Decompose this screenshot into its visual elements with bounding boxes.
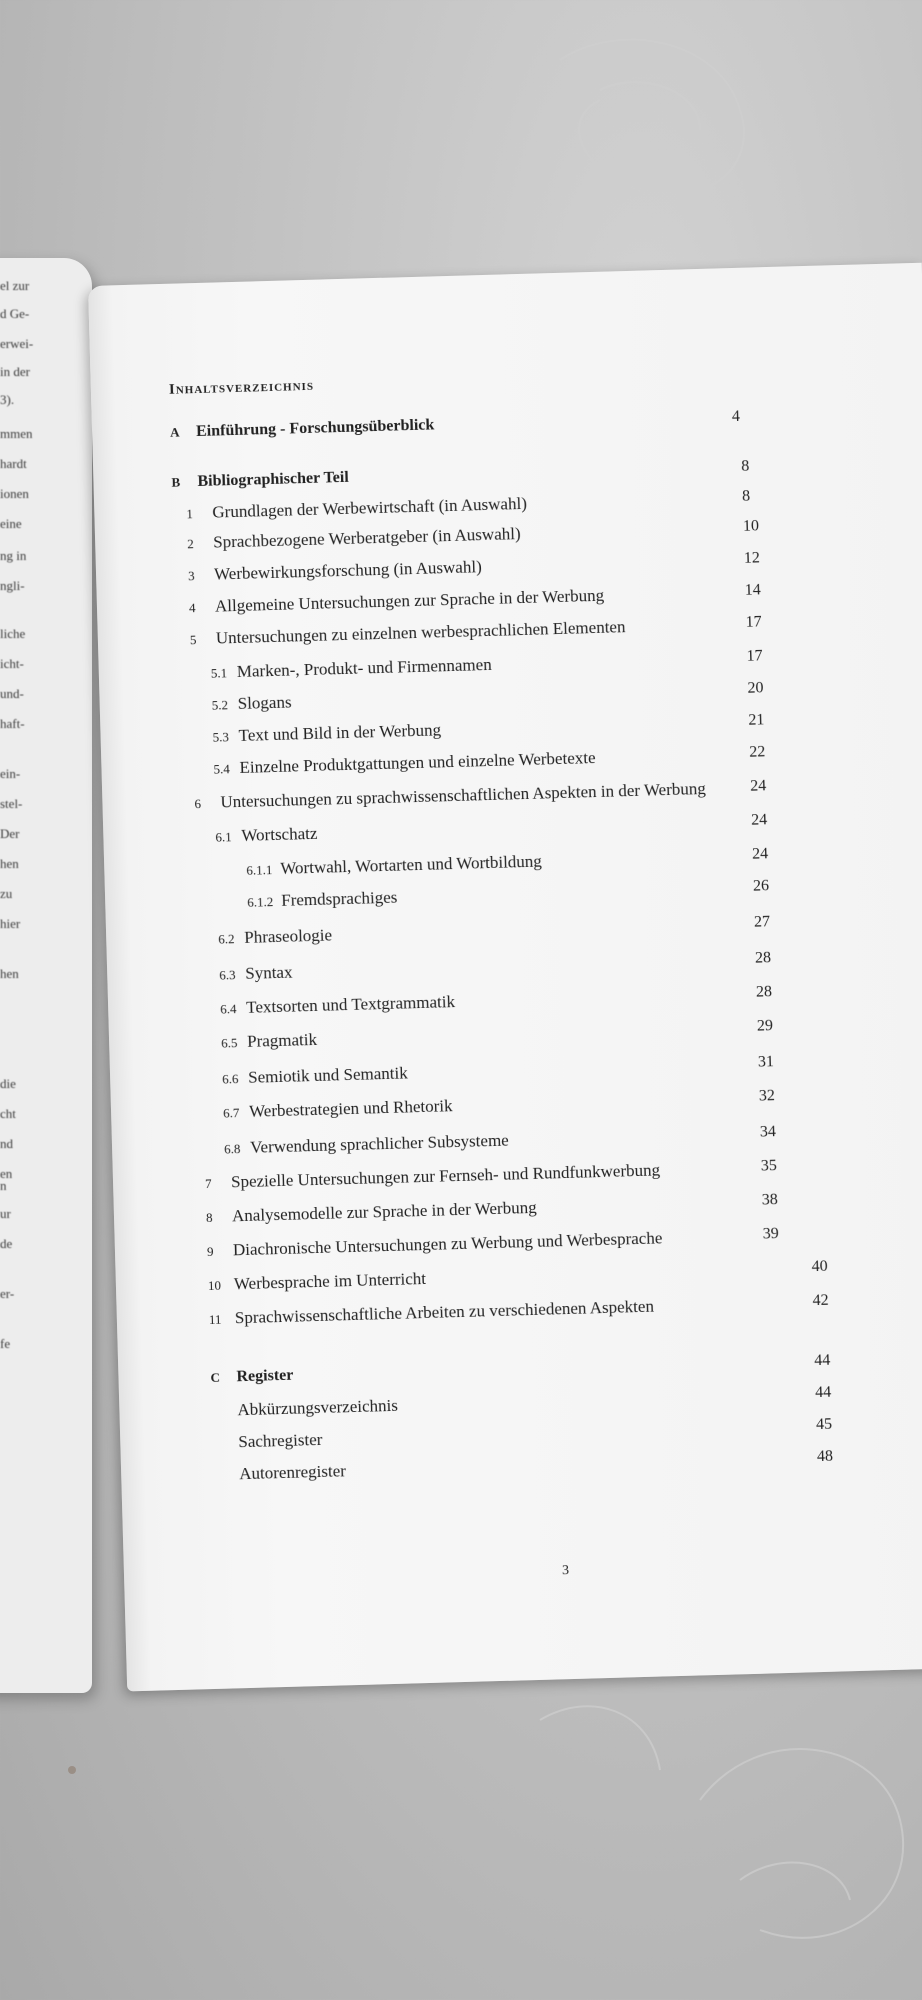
- toc-entry-page: 24: [749, 777, 767, 795]
- toc-entry-title: Allgemeine Untersuchungen zur Sprache in der Werbung: [214, 585, 605, 616]
- left-page-text-fragment: ur: [0, 1206, 11, 1221]
- toc-entry-number: 2: [187, 536, 194, 552]
- toc-entry-number: A: [169, 424, 180, 440]
- toc-entry-page: 26: [752, 877, 770, 895]
- toc-entry-title: Untersuchungen zu einzelnen werbesprachlichen Elementen: [215, 617, 626, 648]
- toc-entry-title: Slogans: [237, 692, 292, 713]
- toc-entry-number: 5.4: [213, 761, 230, 777]
- left-page-text-fragment: erwei-: [0, 336, 34, 351]
- toc-entry: [205, 1160, 661, 1193]
- toc-entry-page: 28: [754, 949, 772, 967]
- toc-entry-title: Wortwahl, Wortarten und Wortbildung: [280, 851, 543, 878]
- toc-entry: [219, 963, 293, 985]
- toc-entry-number: [212, 1415, 230, 1416]
- toc-entry-number: 6.1.2: [247, 894, 274, 910]
- left-page-text-fragment: ng in: [0, 548, 27, 563]
- toc-entry: [213, 748, 596, 779]
- left-page-text-fragment: ein-: [0, 766, 21, 781]
- toc-entry-page: 14: [744, 581, 761, 599]
- toc-entry-page: 21: [748, 711, 765, 729]
- left-page-text-fragment: eine: [0, 516, 22, 531]
- left-page-text-fragment: de: [0, 1236, 13, 1251]
- toc-entry-number: 5.3: [212, 729, 230, 745]
- toc-entry: [218, 925, 332, 948]
- toc-entry-page: 44: [814, 1383, 832, 1402]
- toc-entry-title: Werbewirkungsforschung (in Auswahl): [213, 557, 483, 584]
- left-page-text-fragment: mmen: [0, 426, 33, 441]
- toc-entry: [210, 1367, 293, 1387]
- left-page-text-fragment: cht: [0, 1106, 16, 1121]
- left-page-text-fragment: 3).: [0, 392, 15, 407]
- toc-entry-title: Untersuchungen zu sprachwissenschaftlichen Aspekten in der Werbung: [220, 778, 707, 812]
- toc-entry-page: 44: [814, 1351, 831, 1370]
- toc-entry: [211, 692, 291, 714]
- left-page-text-fragment: zu: [0, 886, 13, 901]
- toc-entry-title: Register: [236, 1366, 294, 1386]
- toc-entry: [212, 1430, 323, 1453]
- toc-entry-page: 29: [756, 1017, 774, 1035]
- toc-entry-number: B: [171, 474, 181, 490]
- left-page-text-fragment: die: [0, 1076, 16, 1091]
- left-page-text-fragment: hier: [0, 916, 21, 931]
- left-page-text-fragment: Der: [0, 826, 20, 841]
- toc-entry-page: 35: [760, 1157, 778, 1175]
- left-page-text-fragment: ngli-: [0, 578, 25, 593]
- left-page-text-fragment: und-: [0, 686, 24, 701]
- toc-entry-number: 6.2: [218, 931, 235, 947]
- left-page-text-fragment: ionen: [0, 486, 29, 501]
- toc-entry: [211, 655, 492, 683]
- toc-entry-number: 4: [188, 600, 196, 616]
- toc-entry-title: Syntax: [244, 962, 293, 983]
- toc-entry: [206, 1198, 537, 1227]
- toc-entry-number: [212, 1447, 230, 1448]
- toc-entry-page: 10: [742, 517, 760, 535]
- toc-entry-title: Sprachbezogene Werberatgeber (in Auswahl): [212, 524, 521, 552]
- toc-entry-number: 6.1: [215, 829, 232, 845]
- toc-entry: [220, 992, 455, 1019]
- toc-entry-number: 6.4: [220, 1001, 237, 1017]
- left-page: [0, 258, 92, 1693]
- left-page-text-fragment: er-: [0, 1286, 15, 1301]
- toc-entry: [209, 1297, 655, 1329]
- toc-entry-page: 20: [747, 679, 764, 697]
- toc-entry-title: Grundlagen der Werbewirtschaft (in Auswahl): [212, 493, 528, 522]
- toc-entry: [211, 1396, 398, 1421]
- toc-entry-title: Sprachwissenschaftliche Arbeiten zu verschiedenen Aspekten: [234, 1296, 655, 1328]
- toc-entry: [221, 1030, 317, 1053]
- toc-entry-number: 6.6: [221, 1071, 239, 1087]
- toc-entry-title: Spezielle Untersuchungen zur Fernseh- und Rundfunkwerbung: [230, 1160, 661, 1192]
- toc-entry-page: 38: [761, 1191, 779, 1209]
- table-of-contents: [88, 263, 922, 1692]
- toc-entry-number: [213, 1479, 231, 1480]
- left-page-text-fragment: nd: [0, 1136, 13, 1151]
- right-page: [88, 263, 922, 1692]
- left-page-text-fragment: n: [0, 1178, 7, 1193]
- toc-entry-title: Semiotik und Semantik: [247, 1063, 408, 1087]
- toc-entry-page: 24: [751, 845, 769, 863]
- toc-entry-page: 48: [816, 1447, 834, 1466]
- toc-entry: [215, 824, 318, 847]
- toc-entry-page: 4: [731, 407, 741, 426]
- toc-entry-number: 8: [205, 1209, 213, 1226]
- page-number: 3: [561, 1563, 570, 1579]
- toc-entry-number: C: [210, 1369, 221, 1386]
- toc-entry-page: 27: [753, 913, 771, 931]
- left-page-text-fragment: liche: [0, 626, 26, 641]
- toc-entry-title: Textsorten und Textgrammatik: [245, 992, 456, 1017]
- left-page-text-fragment: icht-: [0, 656, 24, 671]
- toc-entry-page: 12: [743, 549, 761, 567]
- toc-entry-number: 6.3: [219, 967, 236, 983]
- toc-entry-title: Abkürzungsverzeichnis: [237, 1395, 399, 1420]
- toc-entry-title: Bibliographischer Teil: [197, 468, 349, 491]
- toc-entry: [187, 524, 521, 553]
- toc-entry-number: 5.1: [210, 665, 228, 681]
- toc-entry-page: 22: [749, 743, 766, 761]
- toc-entry-title: Fremdsprachiges: [280, 887, 398, 910]
- left-page-text-fragment: hardt: [0, 456, 27, 471]
- toc-entry-number: 6.5: [220, 1035, 238, 1051]
- toc-entry: [194, 779, 706, 813]
- toc-entry-title: Analysemodelle zur Sprache in der Werbung: [231, 1197, 537, 1226]
- toc-entry-number: 5: [189, 632, 197, 648]
- toc-entry-page: 28: [755, 983, 773, 1001]
- toc-entry: [188, 557, 482, 585]
- toc-entry-title: Marken-, Produkt- und Firmennamen: [236, 654, 492, 681]
- left-page-text-fragment: fe: [0, 1336, 11, 1351]
- left-page-text-fragment: d Ge-: [0, 306, 30, 321]
- toc-entry-page: 32: [758, 1087, 776, 1105]
- toc-entry-number: 3: [187, 568, 195, 584]
- toc-entry-page: 39: [762, 1225, 779, 1243]
- toc-entry: [171, 469, 349, 492]
- toc-entry-page: 34: [759, 1123, 777, 1141]
- toc-entry-number: 10: [207, 1277, 222, 1294]
- toc-entry-number: 6.8: [223, 1141, 241, 1157]
- toc-entry-title: Verwendung sprachlicher Subsysteme: [249, 1130, 509, 1157]
- toc-entry: [213, 1461, 346, 1485]
- toc-entry: [186, 494, 527, 524]
- toc-entry: [212, 720, 441, 746]
- toc-entry: [207, 1228, 663, 1261]
- toc-entry: [190, 617, 626, 649]
- toc-entry: [222, 1063, 408, 1088]
- toc-entry-page: 17: [746, 647, 763, 665]
- toc-entry-number: 6.7: [222, 1105, 240, 1121]
- left-page-text-fragment: el zur: [0, 278, 30, 293]
- toc-entry-number: 6.1.1: [246, 862, 273, 878]
- toc-title: Inhaltsverzeichnis: [168, 377, 315, 398]
- toc-entry-page: 24: [750, 811, 768, 829]
- toc-entry-number: 1: [186, 506, 194, 522]
- toc-entry-page: 31: [757, 1053, 775, 1071]
- toc-entry-title: Autorenregister: [238, 1461, 347, 1484]
- toc-entry-page: 8: [741, 487, 751, 505]
- toc-entry: [223, 1096, 453, 1122]
- toc-entry-title: Sachregister: [238, 1429, 323, 1452]
- toc-entry-title: Diachronische Untersuchungen zu Werbung und Werbesprache: [232, 1228, 663, 1260]
- toc-entry-title: Wortschatz: [241, 823, 318, 845]
- toc-entry-title: Einführung - Forschungsüberblick: [195, 416, 435, 441]
- toc-entry-page: 17: [745, 613, 762, 631]
- toc-entry-title: Text und Bild in der Werbung: [238, 720, 442, 745]
- toc-entry-title: Pragmatik: [246, 1029, 318, 1051]
- toc-entry-title: Einzelne Produktgattungen und einzelne Werbetexte: [239, 748, 596, 777]
- left-page-text-fragment: in der: [0, 364, 30, 379]
- toc-entry-page: 45: [815, 1415, 833, 1434]
- left-page-text-fragment: haft-: [0, 716, 25, 731]
- left-page-text-fragment: hen: [0, 856, 19, 871]
- toc-entry-number: 6: [194, 796, 202, 812]
- toc-entry: [224, 1131, 509, 1159]
- toc-entry: [246, 852, 542, 880]
- toc-entry: [247, 888, 398, 912]
- toc-entry-number: 9: [206, 1243, 214, 1260]
- toc-entry-page: 8: [741, 457, 750, 475]
- left-page-text-fragment: hen: [0, 966, 19, 981]
- toc-entry: [170, 416, 435, 441]
- toc-entry: [189, 586, 605, 618]
- toc-entry-title: Phraseologie: [243, 925, 333, 947]
- left-page-text-fragment: en: [0, 1166, 13, 1181]
- toc-entry-title: Werbesprache im Unterricht: [233, 1268, 427, 1294]
- toc-entry-title: Werbestrategien und Rhetorik: [248, 1096, 453, 1121]
- toc-entry-number: 7: [204, 1175, 212, 1192]
- toc-entry: [208, 1269, 427, 1295]
- toc-entry-number: 5.2: [211, 697, 229, 713]
- toc-entry-page: 42: [812, 1291, 829, 1310]
- toc-entry-page: 40: [811, 1257, 828, 1276]
- left-page-text-fragment: stel-: [0, 796, 23, 811]
- toc-entry-number: 11: [208, 1311, 222, 1328]
